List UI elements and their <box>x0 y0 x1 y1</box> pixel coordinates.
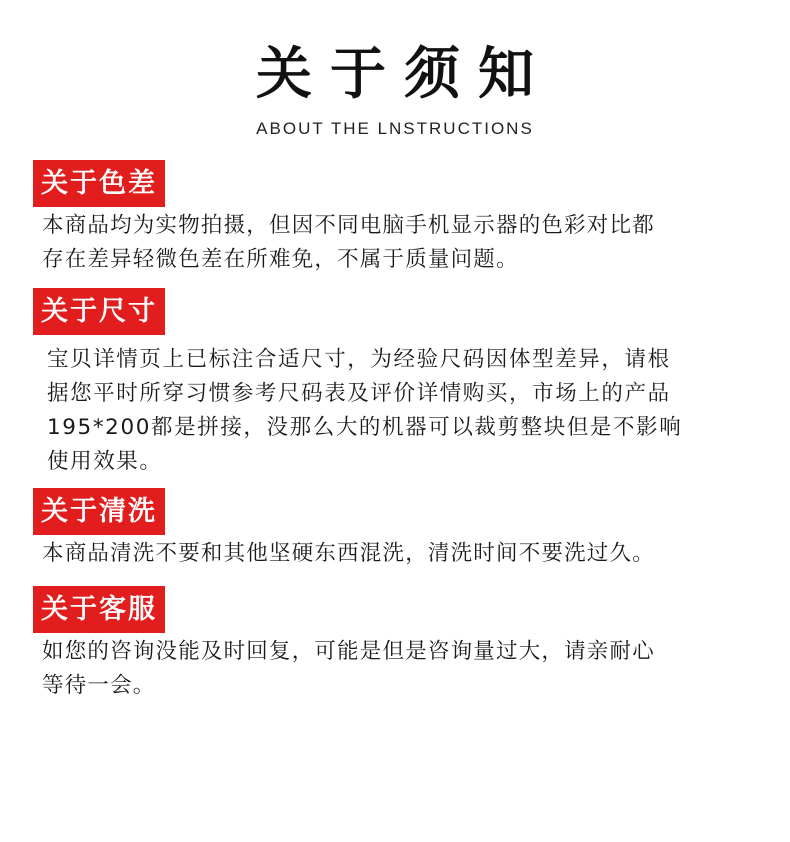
section-tag: 关于清洗 <box>33 488 165 535</box>
page-title: 关于须知 <box>256 42 552 107</box>
body-line: 195*200都是拼接，没那么大的机器可以裁剪整块但是不影响 <box>47 415 683 440</box>
section-tag: 关于尺寸 <box>33 288 165 335</box>
body-line: 宝贝详情页上已标注合适尺寸，为经验尺码因体型差异，请根 <box>47 347 671 372</box>
body-line: 本商品清洗不要和其他坚硬东西混洗，清洗时间不要洗过久。 <box>42 541 655 566</box>
section-body <box>33 537 763 571</box>
section-size <box>33 288 763 479</box>
section-washing <box>33 488 763 571</box>
section-body <box>33 635 763 703</box>
section-color-difference <box>33 160 763 277</box>
body-line: 据您平时所穿习惯参考尺码表及评价详情购买，市场上的产品 <box>47 381 671 406</box>
body-line: 存在差异轻微色差在所难免，不属于质量问题。 <box>42 247 519 272</box>
body-line: 如您的咨询没能及时回复，可能是但是咨询量过大，请亲耐心 <box>42 639 655 664</box>
section-body <box>33 209 763 277</box>
page-header <box>0 40 790 140</box>
section-tag: 关于色差 <box>33 160 165 207</box>
body-line: 使用效果。 <box>47 449 163 474</box>
page-subtitle: ABOUT THE LNSTRUCTIONS <box>256 119 534 138</box>
section-body <box>33 343 763 479</box>
section-tag: 关于客服 <box>33 586 165 633</box>
body-line: 本商品均为实物拍摄，但因不同电脑手机显示器的色彩对比都 <box>42 213 655 238</box>
body-line: 等待一会。 <box>42 673 156 698</box>
section-customer-service <box>33 586 763 703</box>
